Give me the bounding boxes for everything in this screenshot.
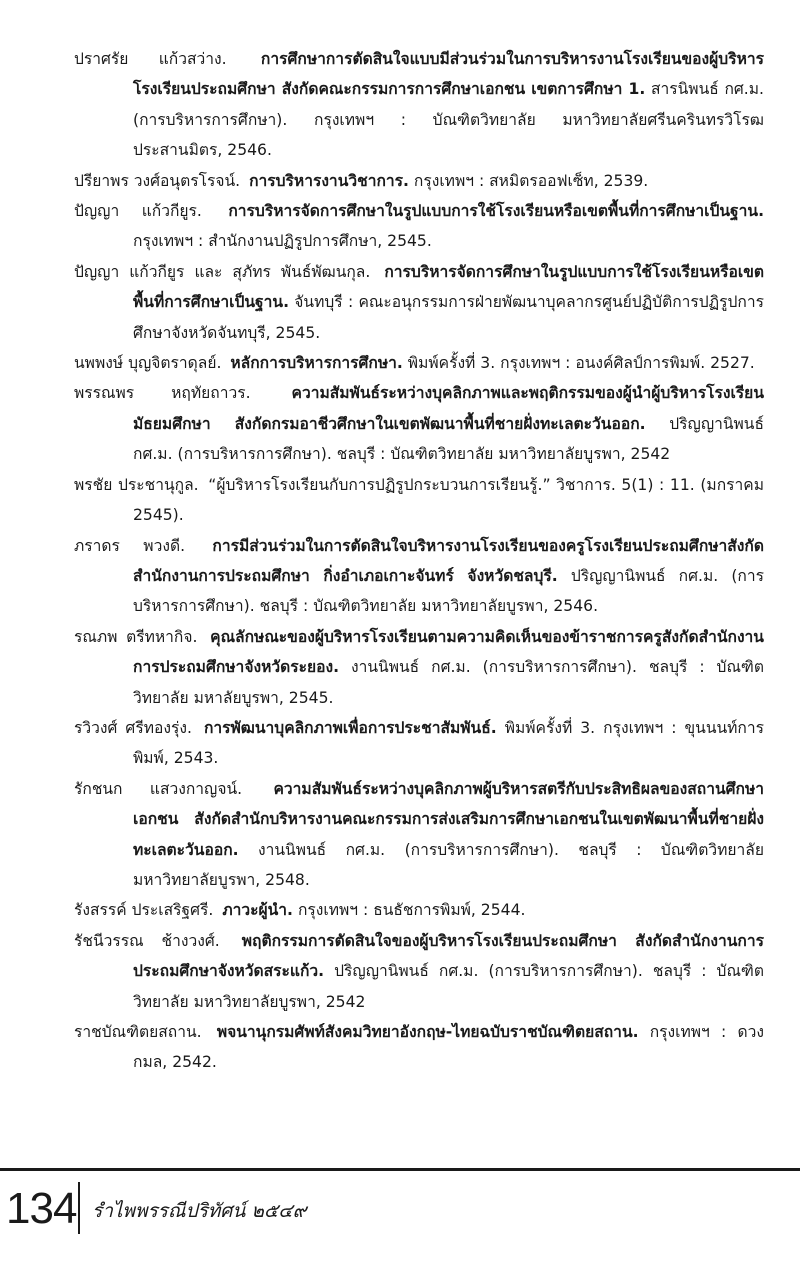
reference-details: จันทบุรี : คณะอนุกรรมการฝ่ายพัฒนาบุคลากรศูนย์ปฏิบัติการปฏิรูปการศึกษาจังหวัดจันทบุรี, 2545. <box>133 293 764 342</box>
reference-title: การบริหารงานวิชาการ. <box>249 171 409 190</box>
reference-item <box>74 166 764 196</box>
reference-list <box>74 44 764 1078</box>
footer-divider <box>78 1182 80 1234</box>
reference-author: พรชัย ประชานุกูล. <box>74 475 199 494</box>
reference-author: รักชนก แสวงกาญจน์. <box>74 779 243 798</box>
reference-author: รวิวงศ์ ศรีทองรุ่ง. <box>74 718 192 737</box>
reference-title: หลักการบริหารการศึกษา. <box>230 354 403 373</box>
reference-item <box>74 470 764 531</box>
reference-details: สารนิพนธ์ กศ.ม.(การบริหารการศึกษา). กรุงเทพฯ : บัณฑิตวิทยาลัย มหาวิทยาลัยศรีนครินทรวิโรฒ ประสานมิตร, 2546. <box>133 80 764 160</box>
reference-item <box>74 531 764 622</box>
page-number: 134 <box>6 1184 77 1233</box>
page-footer <box>0 1180 800 1240</box>
reference-item <box>74 257 764 348</box>
reference-details: พิมพ์ครั้งที่ 3. กรุงเทพฯ : อนงค์ศิลป์การพิมพ์. 2527. <box>407 354 755 373</box>
reference-author: รัชนีวรรณ ช้างวงศ์. <box>74 931 220 950</box>
reference-title: คุณลักษณะของผู้บริหารโรงเรียนตามความคิดเห็นของข้าราชการครูสังกัดสำนักงานการประถมศึกษาจังหวัดระยอง. <box>133 627 764 677</box>
reference-details: “ผู้บริหารโรงเรียนกับการปฏิรูปกระบวนการเรียนรู้.” วิชาการ. 5(1) : 11. (มกราคม 2545). <box>133 475 764 525</box>
reference-author: ปรียาพร วงศ์อนุตรโรจน์. <box>74 171 241 190</box>
reference-details: พิมพ์ครั้งที่ 3. กรุงเทพฯ : ขุนนนท์การพิมพ์, 2543. <box>133 718 764 768</box>
reference-title: พจนานุกรมศัพท์สังคมวิทยาอังกฤษ-ไทยฉบับราชบัณฑิตยสถาน. <box>216 1023 639 1041</box>
reference-details: ปริญญานิพนธ์ กศ.ม. (การบริหารการศึกษา). ชลบุรี : บัณฑิตวิทยาลัย มหาวิทยาลัยบูรพา, 2546. <box>133 566 764 616</box>
reference-item <box>74 622 764 713</box>
reference-item <box>74 348 764 378</box>
reference-title: ภาวะผู้นำ. <box>222 901 293 920</box>
reference-item <box>74 713 764 774</box>
reference-title: ความสัมพันธ์ระหว่างบุคลิกภาพผู้บริหารสตรีกับประสิทธิผลของสถานศึกษาเอกชน สังกัดสำนักบริหารงานคณะกรรมการส่งเสริมการศึกษาเอกชนในเขตพัฒนาพื้นที่ชายฝั่งทะเลตะวันออก. <box>133 779 764 859</box>
reference-details: กรุงเทพฯ : สำนักงานปฏิรูปการศึกษา, 2545. <box>133 232 432 251</box>
reference-details: กรุงเทพฯ : สหมิตรออฟเซ็ท, 2539. <box>413 171 649 190</box>
reference-title: การบริหารจัดการศึกษาในรูปแบบการใช้โรงเรียนหรือเขตพื้นที่การศึกษาเป็นฐาน. <box>133 262 764 312</box>
journal-title: รำไพพรรณีปริทัศน์ ๒๕๔๙ <box>92 1200 307 1222</box>
reference-author: พรรณพร หฤทัยถาวร. <box>74 384 251 403</box>
reference-author: ราชบัณฑิตยสถาน. <box>74 1023 202 1041</box>
reference-item <box>74 44 764 166</box>
reference-item <box>74 378 764 469</box>
reference-item <box>74 926 764 1017</box>
reference-details: กรุงเทพฯ : ดวงกมล, 2542. <box>133 1023 764 1072</box>
footer-rule <box>0 1168 800 1171</box>
reference-item <box>74 774 764 896</box>
reference-details: ปริญญานิพนธ์ กศ.ม. (การบริหารการศึกษา). ชลบุรี : บัณฑิตวิทยาลัย มหาวิทยาลัยบูรพา, 2542 <box>133 962 764 1011</box>
reference-details: งานนิพนธ์ กศ.ม. (การบริหารการศึกษา). ชลบุรี : บัณฑิตวิทยาลัย มหาลัยบูรพา, 2545. <box>133 658 764 707</box>
reference-item <box>74 1017 764 1078</box>
reference-author: รังสรรค์ ประเสริฐศรี. <box>74 901 214 920</box>
reference-author: ภราดร พวงดี. <box>74 536 186 555</box>
reference-title: การมีส่วนร่วมในการตัดสินใจบริหารงานโรงเรียนของครูโรงเรียนประถมศึกษาสังกัดสำนักงานการประถมศึกษา กิ่งอำเภอเกาะจันทร์ จังหวัดชลบุรี. <box>133 536 764 585</box>
reference-title: ความสัมพันธ์ระหว่างบุคลิกภาพและพฤติกรรมของผู้นำผู้บริหารโรงเรียนมัธยมศึกษา สังกัดกรมอาชีวศึกษาในเขตพัฒนาพื้นที่ชายฝั่งทะเลตะวันออก. <box>133 384 764 433</box>
reference-details: งานนิพนธ์ กศ.ม. (การบริหารการศึกษา). ชลบุรี : บัณฑิตวิทยาลัย มหาวิทยาลัยบูรพา, 2548. <box>133 840 764 889</box>
reference-author: นพพงษ์ บุญจิตราดุลย์. <box>74 354 222 373</box>
reference-author: ปัญญา แก้วกียูร. <box>74 202 202 221</box>
reference-author: ปัญญา แก้วกียูร และ สุภัทร พันธ์พัฒนกุล. <box>74 262 371 281</box>
reference-author: ปราศรัย แก้วสว่าง. <box>74 50 227 68</box>
reference-details: กรุงเทพฯ : ธนธัชการพิมพ์, 2544. <box>297 901 526 920</box>
reference-item <box>74 196 764 257</box>
reference-title: การพัฒนาบุคลิกภาพเพื่อการประชาสัมพันธ์. <box>203 718 497 737</box>
reference-title: การศึกษาการตัดสินใจแบบมีส่วนร่วมในการบริหารงานโรงเรียนของผู้บริหารโรงเรียนประถมศึกษา สังกัดคณะกรรมการการศึกษาเอกชน เขตการศึกษา 1. <box>133 50 764 99</box>
reference-author: รณภพ ตรีทหากิจ. <box>74 627 198 646</box>
reference-title: การบริหารจัดการศึกษาในรูปแบบการใช้โรงเรียนหรือเขตพื้นที่การศึกษาเป็นฐาน. <box>228 202 764 221</box>
reference-title: พฤติกรรมการตัดสินใจของผู้บริหารโรงเรียนประถมศึกษา สังกัดสำนักงานการประถมศึกษาจังหวัดสระแก้ว. <box>133 931 764 981</box>
reference-item <box>74 895 764 925</box>
reference-details: ปริญญานิพนธ์ กศ.ม. (การบริหารการศึกษา). ชลบุรี : บัณฑิตวิทยาลัย มหาวิทยาลัยบูรพา, 2542 <box>133 414 764 464</box>
